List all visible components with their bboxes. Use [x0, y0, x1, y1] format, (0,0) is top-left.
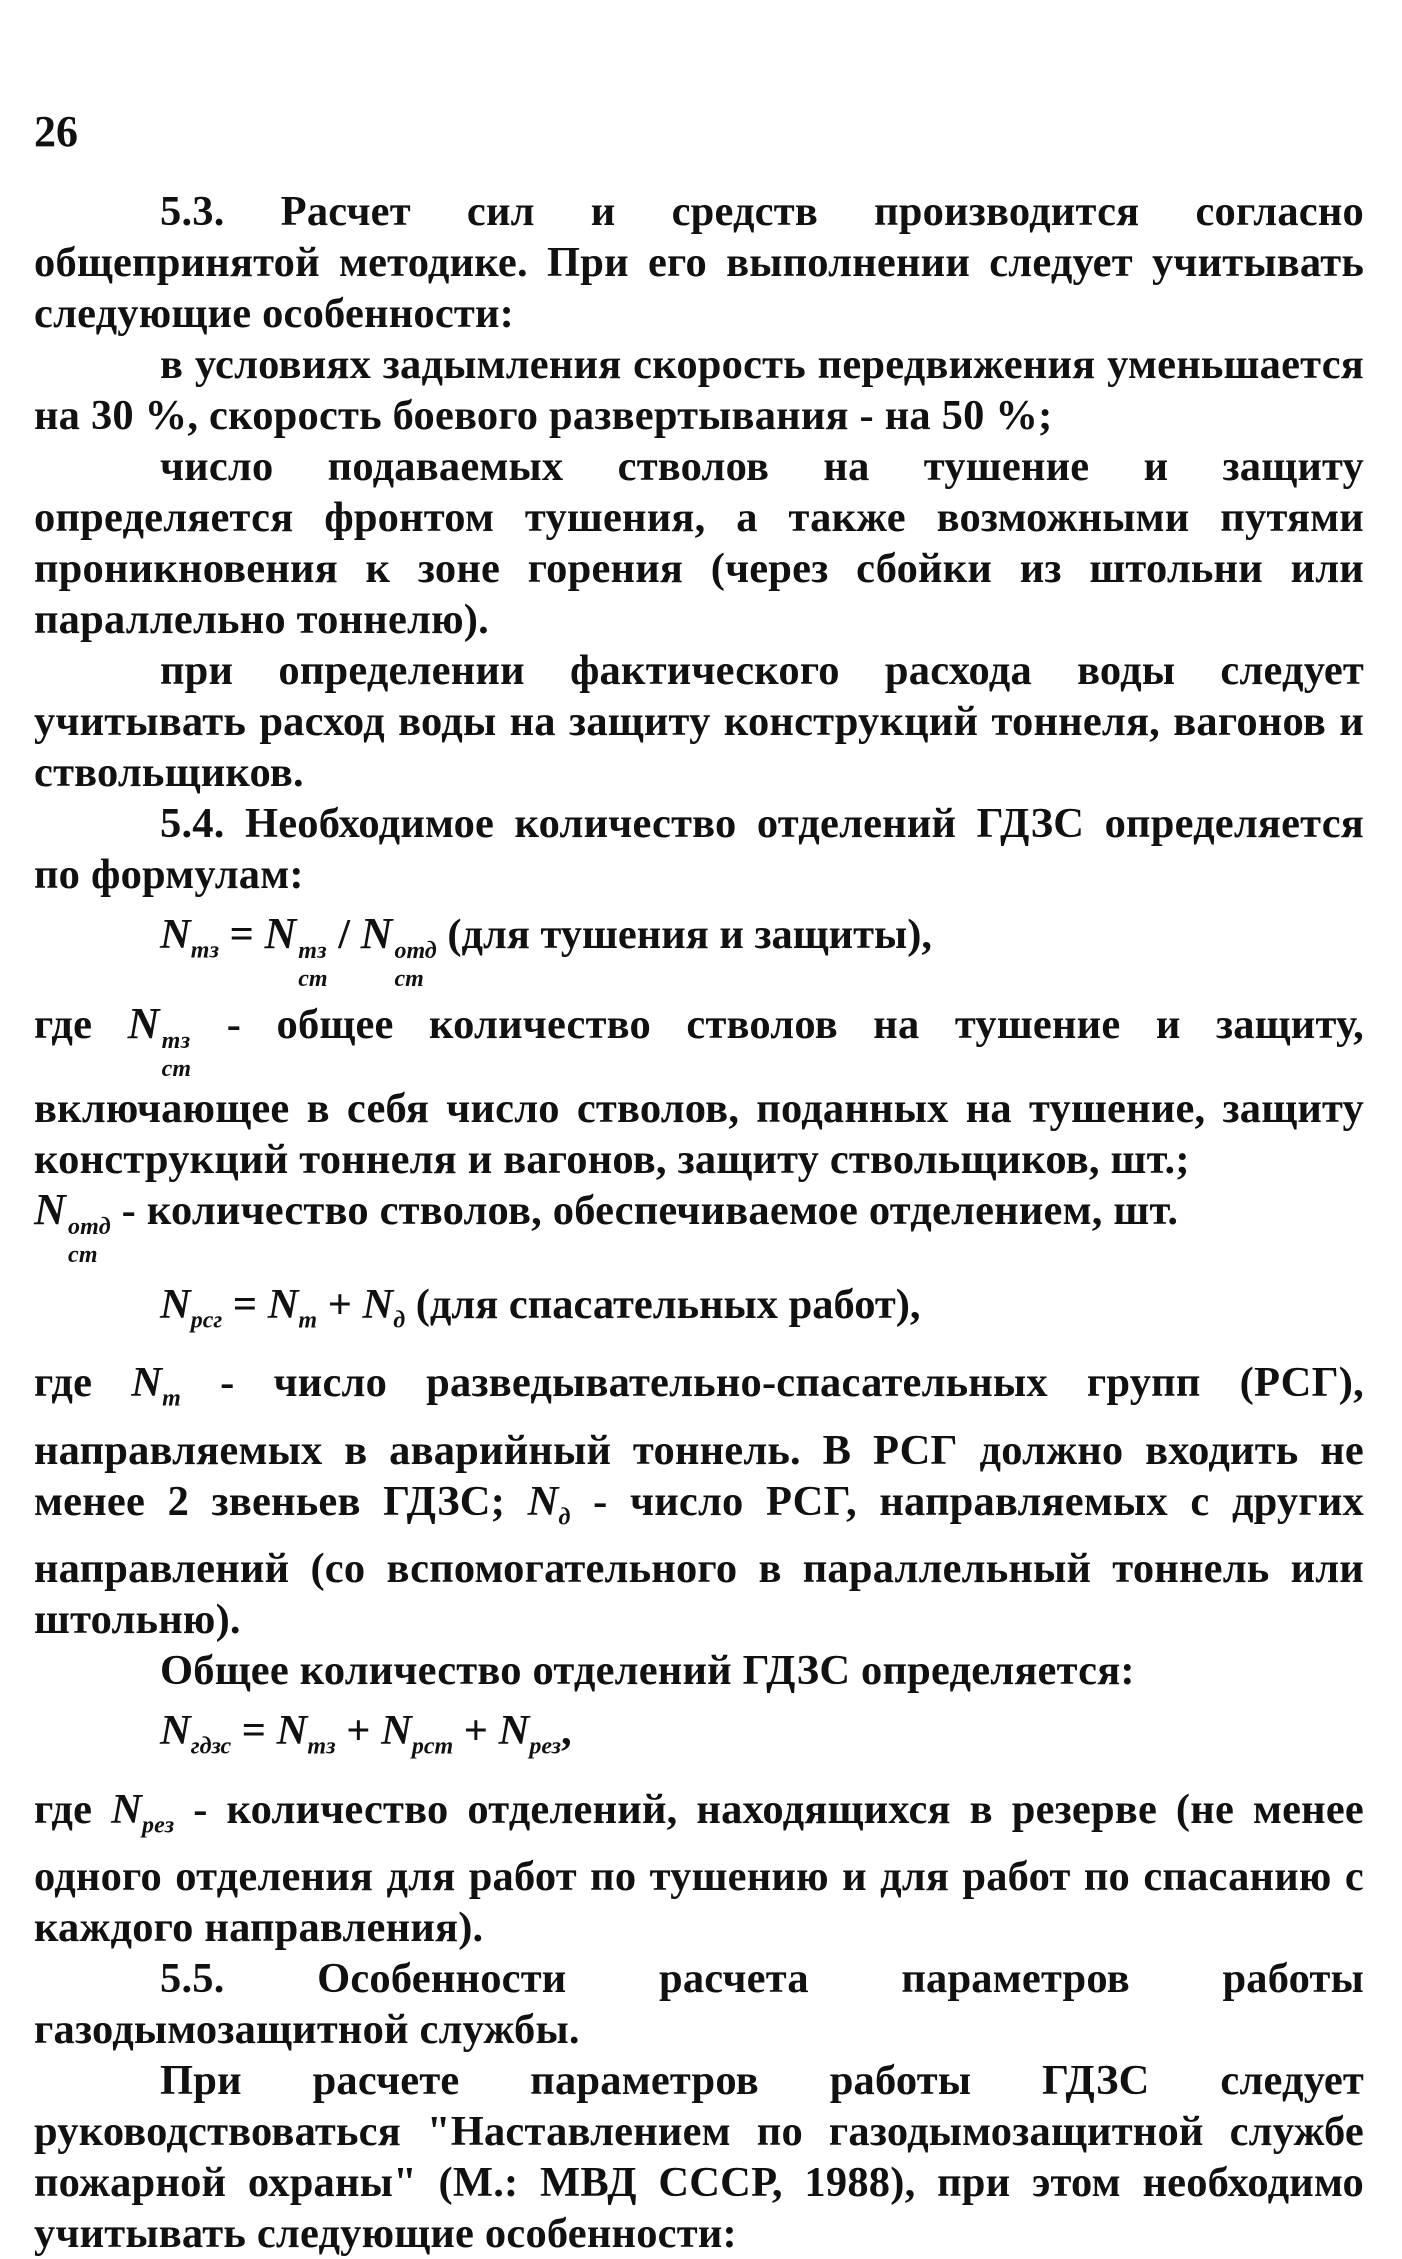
document-page	[34, 107, 1365, 2259]
formula-rescue: $N_{рсг} = N_т + N_д$ (для спасательных работ),	[160, 1280, 921, 1334]
where-barrels-per-unit: N отд ст - количество стволов, обеспечиваемое отделением, шт.	[34, 1185, 1179, 1268]
formula1-term2: N отд ст	[360, 909, 437, 992]
page-number: 26	[34, 107, 78, 156]
formula1-lhs: $N_{тз}$	[160, 911, 220, 964]
list-item-smoke: в условиях задымления скорость передвижения уменьшается на 30 %, скорость боевого развертывания - на 50 %;	[34, 341, 1364, 439]
paragraph-5-4: 5.4. Необходимое количество отделений ГДЗС определяется по формулам:	[34, 800, 1364, 898]
list-item-barrels: число подаваемых стволов на тушение и защиту определяется фронтом тушения, а также возможными путями проникновения к зоне горения (через сбойки из штольни или параллельно тоннелю).	[34, 443, 1364, 643]
paragraph-total: Общее количество отделений ГДЗС определяется:	[160, 1647, 1135, 1695]
formula-total: $N_{гдзс} = N_{тз} + N_{рст} + N_{рез}$,	[160, 1707, 572, 1760]
formula1-note: (для тушения и защиты),	[436, 911, 933, 958]
paragraph-5-3: 5.3. Расчет сил и средств производится согласно общепринятой методике. При его выполнении следует учитывать следующие особенности:	[34, 188, 1364, 337]
where-total-barrels: где N тз ст - общее количество стволов на тушение и защиту, включающее в себя число стволов, поданных на тушение, защиту конструкций тоннеля и вагонов, защиту ствольщиков, шт.;	[34, 999, 1364, 1184]
formula-extinguishing: $N_{тз} = N$ тз ст / N отд ст (для тушения и защиты),	[160, 909, 933, 992]
paragraph-5-5: 5.5. Особенности расчета параметров работы газодымозащитной службы.	[34, 1955, 1364, 2054]
where-reserve: где $N_{рез}$ - количество отделений, находящихся в резерве (не менее одного отделения для работ по тушению и для работ по спасанию с каждого направления).	[34, 1785, 1364, 1952]
list-item-water: при определении фактического расхода воды следует учитывать расход воды на защиту конструкций тоннеля, вагонов и ствольщиков.	[34, 647, 1364, 796]
where-rescue-groups: где $N_т$ - число разведывательно-спасательных групп (РСГ), направляемых в аварийный тоннель. В РСГ должно входить не менее 2 звеньев ГДЗС; $N_д$ - число РСГ, направляемых с других направлений (со вспомогательного в параллельный тоннель или штольню).	[34, 1359, 1365, 1644]
formula1-term1: N тз ст	[264, 909, 328, 992]
paragraph-final: При расчете параметров работы ГДЗС следует руководствоваться "Наставлением по газодымозащитной службе пожарной охраны" (М.: МВД СССР, 1988), при этом необходимо учитывать следующие особенности:	[34, 2057, 1364, 2258]
